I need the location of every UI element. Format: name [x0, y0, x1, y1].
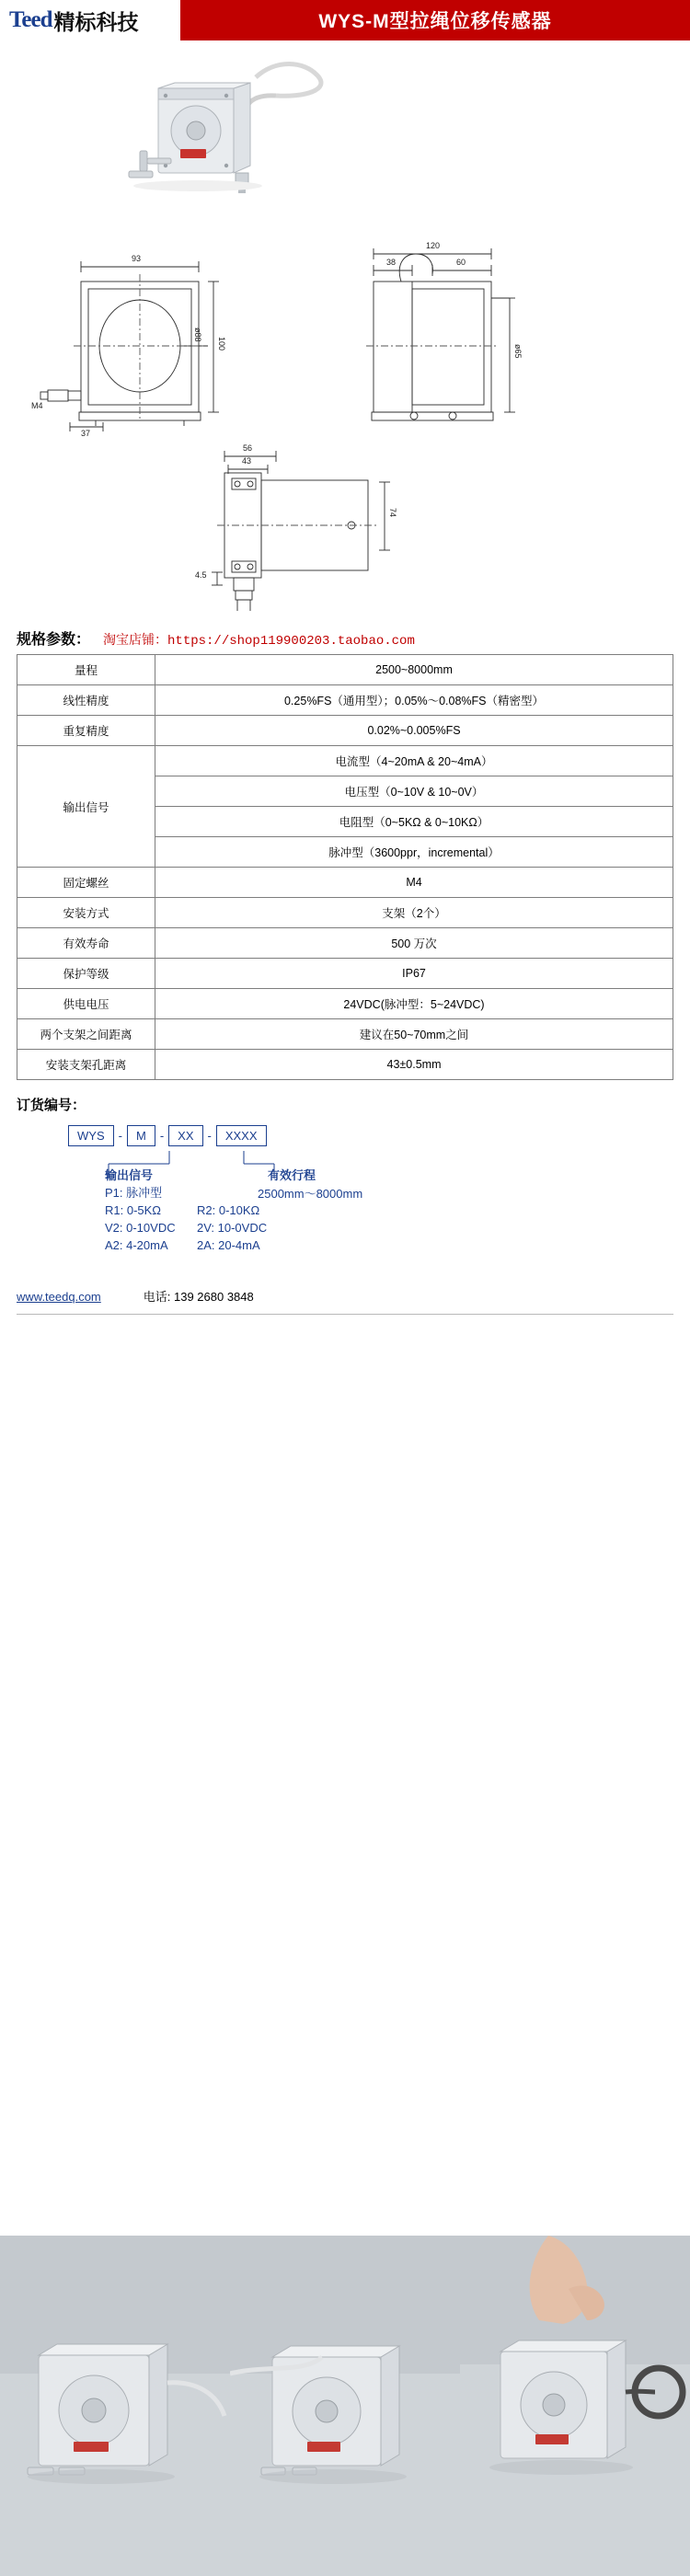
code-dash: - [159, 1129, 165, 1143]
order-travel-label: 有效行程 [268, 1168, 316, 1182]
list-item [105, 1202, 267, 1219]
code-part-series: WYS [68, 1125, 114, 1146]
table-row [17, 928, 673, 959]
code-dash: - [118, 1129, 122, 1143]
spec-value: 支架（2个） [155, 898, 673, 928]
dim-side-diameter: ø65 [513, 344, 523, 359]
table-row [17, 989, 673, 1019]
spec-value: 脉冲型（3600ppr，incremental） [155, 837, 673, 868]
signal-option: A2: 4-20mA [105, 1238, 168, 1252]
spec-value: IP67 [155, 959, 673, 989]
spec-key: 安装方式 [17, 898, 155, 928]
table-row [17, 1019, 673, 1050]
dim-top-depth: 74 [388, 508, 397, 518]
website-link[interactable]: www.teedq.com [17, 1290, 101, 1304]
bottom-photo-1-image [0, 2236, 230, 2576]
spec-key: 两个支架之间距离 [17, 1019, 155, 1050]
order-code-title: 订货编号： [17, 1098, 86, 1113]
signal-option: 2A: 20-4mA [197, 1238, 260, 1252]
signal-option: R1: 0-5KΩ [105, 1203, 162, 1217]
order-travel-value: 2500mm～8000mm [258, 1187, 363, 1201]
code-part-travel: XXXX [216, 1125, 267, 1146]
bottom-photo-strip [0, 2236, 690, 2576]
spec-key: 输出信号 [17, 746, 155, 868]
spec-value: 24VDC(脉冲型：5~24VDC) [155, 989, 673, 1019]
bottom-photo-3 [460, 2236, 690, 2576]
list-item [105, 1184, 267, 1202]
list-item [105, 1236, 267, 1254]
list-item [105, 1219, 267, 1236]
logo-wordmark: Teed [9, 7, 52, 32]
spec-key: 量程 [17, 655, 155, 685]
drawings-svg [0, 206, 690, 611]
table-row [17, 746, 673, 776]
product-photo [0, 40, 690, 206]
order-signal-options [105, 1184, 267, 1254]
spec-header [17, 627, 690, 649]
table-row [17, 1050, 673, 1080]
spec-value: 电流型（4~20mA & 20~4mA） [155, 746, 673, 776]
spec-key: 重复精度 [17, 716, 155, 746]
order-code-diagram [17, 1121, 673, 1269]
spec-value: 2500~8000mm [155, 655, 673, 685]
bottom-photo-2-image [230, 2236, 460, 2576]
dim-top-hole: 43 [242, 456, 252, 466]
bottom-photo-1 [0, 2236, 230, 2576]
code-part-signal: XX [168, 1125, 202, 1146]
dim-top-width: 56 [243, 443, 253, 453]
technical-drawings [0, 206, 690, 611]
table-row [17, 716, 673, 746]
page-header [0, 0, 690, 40]
dim-side-seg2: 60 [456, 258, 466, 267]
page-title: WYS-M型拉绳位移传感器 [180, 0, 690, 40]
logo-chinese-name: 精标科技 [53, 9, 139, 34]
dim-front-width: 93 [132, 254, 142, 263]
spec-value: 电压型（0~10V & 10~0V） [155, 776, 673, 807]
spec-value: 500 万次 [155, 928, 673, 959]
dim-side-seg1: 38 [386, 258, 397, 267]
dim-front-thread: M4 [31, 401, 43, 410]
contact-row [17, 1287, 690, 1305]
spec-key: 供电电压 [17, 989, 155, 1019]
spec-value: 43±0.5mm [155, 1050, 673, 1080]
dim-side-total: 120 [426, 241, 441, 250]
order-signal-label: 输出信号 [105, 1168, 154, 1182]
signal-option: V2: 0-10VDC [105, 1221, 176, 1235]
spec-value: 0.02%~0.005%FS [155, 716, 673, 746]
spec-key: 安装支架孔距离 [17, 1050, 155, 1080]
spec-value: M4 [155, 868, 673, 898]
footer-divider [17, 1314, 673, 1315]
dim-front-height: 100 [217, 337, 226, 351]
spec-key: 固定螺丝 [17, 868, 155, 898]
spec-key: 保护等级 [17, 959, 155, 989]
brand-logo [0, 0, 180, 40]
signal-option: 2V: 10-0VDC [197, 1221, 268, 1235]
table-row [17, 898, 673, 928]
signal-option: P1: 脉冲型 [105, 1186, 163, 1200]
spec-key: 有效寿命 [17, 928, 155, 959]
spec-value: 电阻型（0~5KΩ & 0~10KΩ） [155, 807, 673, 837]
spec-value: 建议在50~70mm之间 [155, 1019, 673, 1050]
spec-title: 规格参数： [17, 632, 91, 648]
bottom-photo-3-image [460, 2236, 690, 2576]
shop-link-text: 淘宝店铺：https://shop119900203.taobao.com [103, 634, 415, 649]
signal-option: R2: 0-10KΩ [197, 1203, 260, 1217]
specification-table [17, 654, 673, 1080]
code-dash: - [207, 1129, 212, 1143]
code-part-model: M [127, 1125, 155, 1146]
product-photo-image [0, 40, 690, 206]
table-row [17, 868, 673, 898]
bottom-photo-2 [230, 2236, 460, 2576]
dim-front-base: 37 [81, 429, 91, 438]
dim-top-small: 4.5 [195, 570, 207, 580]
spec-value: 0.25%FS（通用型）；0.05%～0.08%FS（精密型） [155, 685, 673, 716]
phone-number: 电话: 139 2680 3848 [143, 1290, 254, 1304]
table-row [17, 655, 673, 685]
dim-front-circle: ø88 [193, 328, 202, 342]
table-row [17, 685, 673, 716]
table-row [17, 959, 673, 989]
spec-key: 线性精度 [17, 685, 155, 716]
